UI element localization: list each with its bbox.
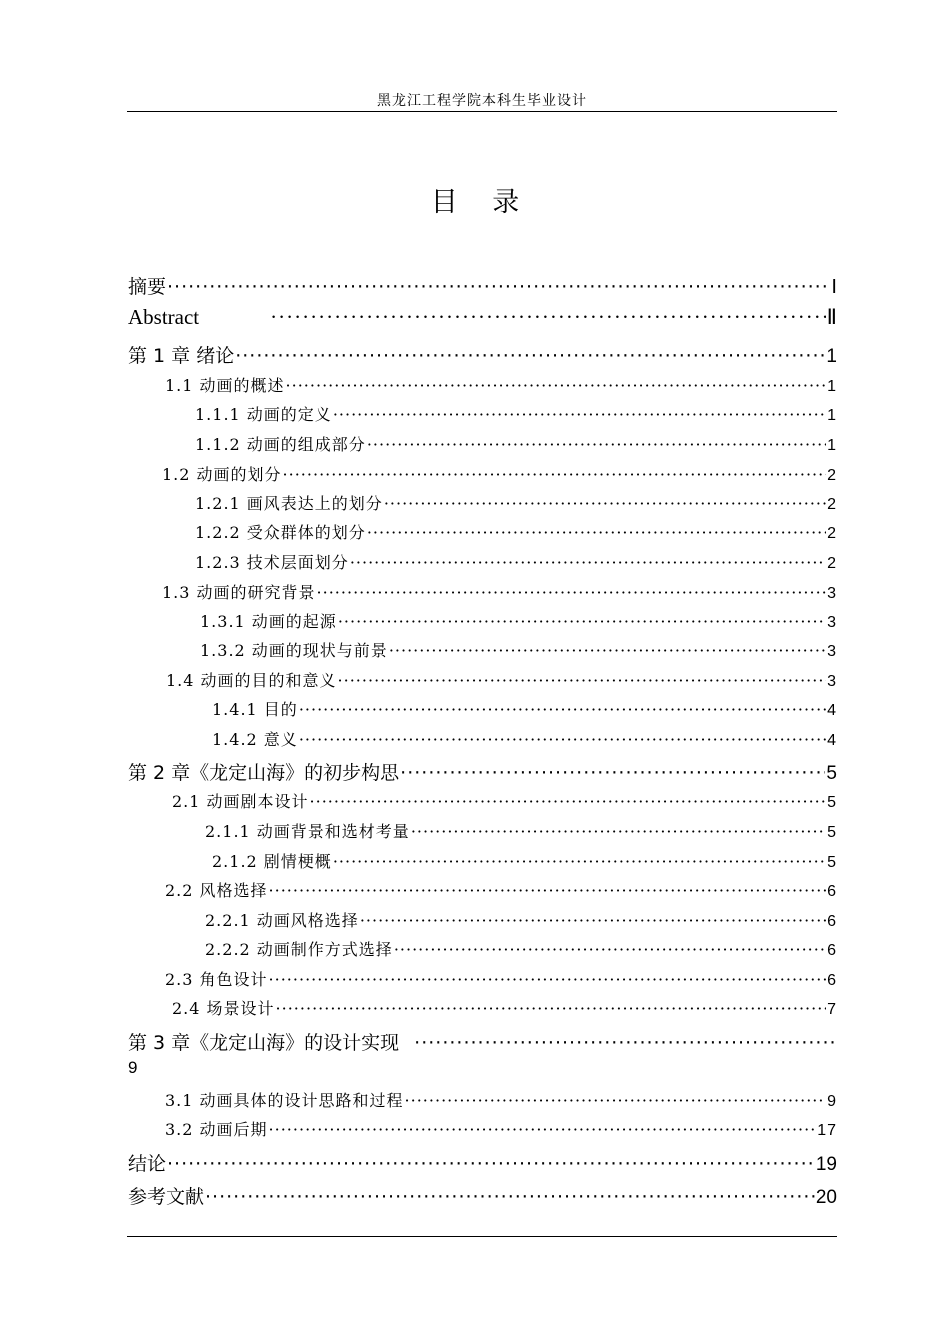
running-header: 黑龙江工程学院本科生毕业设计 bbox=[377, 93, 587, 109]
toc-entry-page: 3 bbox=[827, 585, 837, 602]
toc-entry-label: 1.3 动画的研究背景 bbox=[162, 583, 316, 602]
toc-entry-label: 2.4 场景设计 bbox=[172, 999, 275, 1018]
toc-entry[interactable] bbox=[195, 491, 837, 514]
toc-entry[interactable] bbox=[212, 849, 837, 872]
toc-entry-page: 5 bbox=[827, 824, 837, 841]
toc-entry-page: 20 bbox=[815, 1187, 837, 1208]
toc-entry-label: 2.3 角色设计 bbox=[165, 970, 268, 989]
toc-entry[interactable] bbox=[212, 727, 837, 750]
toc-entry[interactable] bbox=[128, 272, 837, 299]
toc-entry-page: 3 bbox=[827, 643, 837, 660]
toc-entry-label: 2.2.2 动画制作方式选择 bbox=[205, 940, 393, 959]
toc-entry[interactable] bbox=[172, 789, 837, 812]
toc-entry-label: 1.1.1 动画的定义 bbox=[195, 405, 332, 424]
toc-entry[interactable] bbox=[128, 1182, 837, 1209]
toc-entry[interactable] bbox=[195, 550, 837, 573]
toc-entry[interactable] bbox=[205, 937, 837, 960]
toc-entry-label: 3.1 动画具体的设计思路和过程 bbox=[165, 1091, 404, 1110]
dot-leader bbox=[317, 583, 827, 602]
dot-leader bbox=[350, 553, 826, 572]
page-title: 目 录 bbox=[430, 187, 520, 218]
toc-entry-label: 1.2.2 受众群体的划分 bbox=[195, 523, 366, 542]
toc-entry[interactable] bbox=[205, 819, 837, 842]
toc-entry-label: 第 2 章《龙定山海》的初步构思 bbox=[128, 762, 400, 784]
toc-entry-page: 9 bbox=[827, 1093, 837, 1110]
footer-rule bbox=[127, 1236, 837, 1237]
toc-entry-label: 2.1.2 剧情梗概 bbox=[212, 852, 332, 871]
toc-entry-page: 2 bbox=[827, 467, 837, 484]
toc-entry[interactable] bbox=[162, 580, 837, 603]
toc-entry-label: 2.1 动画剧本设计 bbox=[172, 792, 309, 811]
toc-entry-label: 参考文献 bbox=[128, 1186, 205, 1208]
toc-entry-label: 第 3 章《龙定山海》的设计实现 bbox=[128, 1032, 400, 1054]
toc-entry-label: 1.4.1 目的 bbox=[212, 700, 298, 719]
toc-entry-page: 2 bbox=[827, 525, 837, 542]
toc-entry-page: 5 bbox=[827, 794, 837, 811]
toc-entry-label: 1.4.2 意义 bbox=[212, 730, 298, 749]
dot-leader bbox=[269, 1120, 817, 1139]
toc-entry[interactable] bbox=[128, 758, 837, 785]
toc-entry-page: 4 bbox=[827, 732, 837, 749]
toc-entry-label: Abstract bbox=[128, 305, 200, 329]
toc-entry-page: 1 bbox=[827, 437, 837, 454]
dot-leader bbox=[333, 852, 826, 871]
toc-entry[interactable] bbox=[165, 967, 837, 990]
toc-entry-label: 2.1.1 动画背景和选材考量 bbox=[205, 822, 410, 841]
toc-entry-page: 4 bbox=[827, 702, 837, 719]
toc-entry-page: Ⅰ bbox=[831, 277, 837, 298]
toc-entry[interactable] bbox=[195, 402, 837, 425]
toc-entry-page: 6 bbox=[827, 972, 837, 989]
dot-leader bbox=[360, 911, 826, 930]
toc-entry-page: 1 bbox=[826, 346, 837, 367]
toc-entry[interactable] bbox=[212, 697, 837, 720]
dot-leader bbox=[367, 523, 826, 542]
toc-entry-page: Ⅱ bbox=[826, 306, 837, 329]
toc-entry-page: 6 bbox=[827, 942, 837, 959]
toc-entry-page: 19 bbox=[815, 1154, 837, 1175]
dot-leader bbox=[414, 1032, 836, 1054]
toc-entry-page: 6 bbox=[827, 913, 837, 930]
dot-leader bbox=[333, 405, 826, 424]
dot-leader bbox=[299, 730, 826, 749]
dot-leader bbox=[167, 276, 830, 298]
toc-entry[interactable] bbox=[128, 1028, 837, 1055]
dot-leader bbox=[269, 881, 827, 900]
toc-entry[interactable] bbox=[200, 638, 837, 661]
toc-entry[interactable] bbox=[128, 305, 837, 330]
dot-leader bbox=[299, 700, 826, 719]
toc-entry[interactable] bbox=[128, 341, 837, 368]
toc-entry[interactable] bbox=[195, 432, 837, 455]
toc-entry-label: 1.1 动画的概述 bbox=[165, 376, 285, 395]
toc-entry-label: 第 1 章 绪论 bbox=[128, 345, 235, 367]
toc-entry-label: 2.2.1 动画风格选择 bbox=[205, 911, 359, 930]
toc-entry-page: 17 bbox=[817, 1122, 837, 1139]
toc-entry[interactable] bbox=[165, 373, 837, 396]
dot-leader bbox=[405, 1091, 827, 1110]
dot-leader bbox=[394, 940, 826, 959]
dot-leader bbox=[310, 792, 827, 811]
dot-leader bbox=[384, 494, 826, 513]
toc-entry-page: 9 bbox=[128, 1058, 138, 1077]
toc-entry-page: 3 bbox=[827, 673, 837, 690]
toc-entry-page: 2 bbox=[827, 496, 837, 513]
toc-entry[interactable] bbox=[166, 668, 837, 691]
dot-leader bbox=[205, 1186, 815, 1208]
toc-entry-page: 5 bbox=[827, 854, 837, 871]
dot-leader bbox=[367, 435, 826, 454]
toc-entry-page: 1 bbox=[827, 378, 837, 395]
toc-entry-label: 1.3.2 动画的现状与前景 bbox=[200, 641, 388, 660]
toc-entry[interactable] bbox=[165, 1117, 837, 1140]
dot-leader bbox=[389, 641, 826, 660]
toc-entry-page: 2 bbox=[827, 555, 837, 572]
toc-entry-label: 1.4 动画的目的和意义 bbox=[166, 671, 337, 690]
toc-entry[interactable] bbox=[165, 1088, 837, 1111]
toc-entry-label: 2.2 风格选择 bbox=[165, 881, 268, 900]
toc-entry-page: 1 bbox=[827, 407, 837, 424]
dot-leader bbox=[286, 376, 827, 395]
toc-entry-label: 摘要 bbox=[128, 276, 167, 298]
toc-entry[interactable] bbox=[205, 908, 837, 931]
toc-entry-label: 3.2 动画后期 bbox=[165, 1120, 268, 1139]
toc-entry[interactable] bbox=[200, 609, 837, 632]
dot-leader bbox=[400, 762, 825, 784]
toc-entry-label: 1.2.3 技术层面划分 bbox=[195, 553, 349, 572]
toc-entry-label: 1.3.1 动画的起源 bbox=[200, 612, 337, 631]
header-rule bbox=[127, 111, 837, 112]
dot-leader bbox=[338, 612, 826, 631]
toc-entry[interactable] bbox=[195, 520, 837, 543]
toc-entry-page: 6 bbox=[827, 883, 837, 900]
toc-entry[interactable] bbox=[172, 996, 837, 1019]
dot-leader bbox=[276, 999, 827, 1018]
toc-entry-page: 7 bbox=[827, 1001, 837, 1018]
dot-leader bbox=[411, 822, 826, 841]
toc-entry-label: 1.2 动画的划分 bbox=[162, 465, 282, 484]
toc-entry-page: 5 bbox=[826, 763, 837, 784]
toc-entry-label: 结论 bbox=[128, 1153, 167, 1175]
dot-leader bbox=[269, 970, 827, 989]
toc-entry[interactable] bbox=[128, 1149, 837, 1176]
toc-entry-label: 1.2.1 画风表达上的划分 bbox=[195, 494, 383, 513]
dot-leader bbox=[167, 1153, 815, 1175]
dot-leader bbox=[270, 305, 826, 330]
dot-leader bbox=[283, 465, 827, 484]
toc-entry-label: 1.1.2 动画的组成部分 bbox=[195, 435, 366, 454]
toc-entry[interactable] bbox=[165, 878, 837, 901]
dot-leader bbox=[235, 345, 825, 367]
toc-entry-page: 3 bbox=[827, 614, 837, 631]
dot-leader bbox=[338, 671, 827, 690]
toc-entry[interactable] bbox=[162, 462, 837, 485]
